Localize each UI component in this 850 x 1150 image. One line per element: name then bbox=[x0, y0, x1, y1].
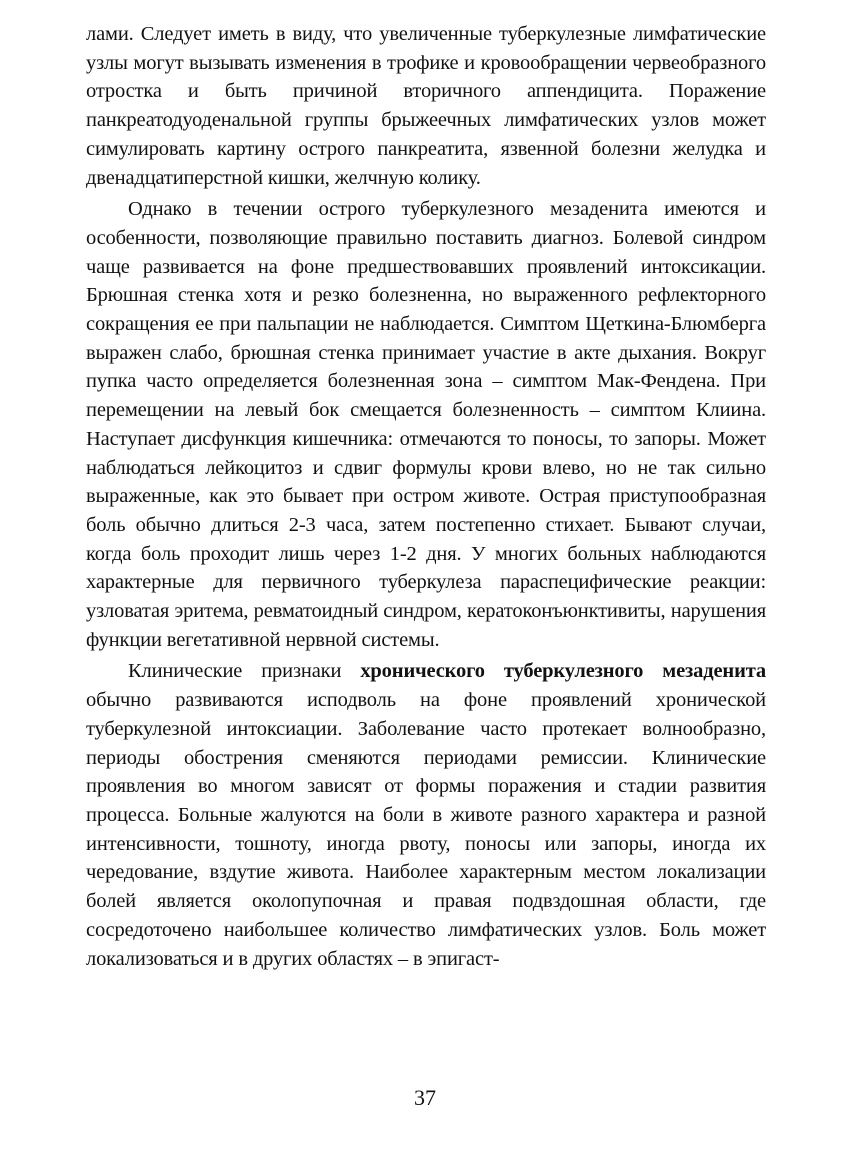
page-number: 37 bbox=[414, 1085, 436, 1110]
paragraph-acute-mesadenitis: Однако в течении острого туберкулезного мезаденита имеются и особенности, позволяющие правильно поставить диагноз. Болевой синдром чаще развивается на фоне предшествовавших проявлений интоксикации. Брюшная стенка хотя и резко болезненна, но выраженного рефлекторного сокращения ее при пальпации не наблюдается. Симптом Щеткина-Блюмберга выражен слабо, брюшная стенка принимает участие в акте дыхания. Вокруг пупка часто определяется болезненная зона – симптом Мак-Фендена. При перемещении на левый бок смещается болезненность – симптом Клиина. Наступает дисфункция кишечника: отмечаются то поносы, то запоры. Может наблюдаться лейкоцитоз и сдвиг формулы крови влево, но не так сильно выраженные, как это бывает при остром животе. Острая приступообразная боль обычно длиться 2-3 часа, затем постепенно стихает. Бывают случаи, когда боль проходит лишь через 1-2 дня. У многих больных наблюдаются характерные для первичного туберкулеза параспецифические реакции: узловатая эритема, ревматоидный синдром, кератоконъюнктивиты, нарушения функции вегетативной нервной системы. bbox=[86, 198, 766, 651]
paragraph-body-text: обычно развиваются исподволь на фоне проявлений хронической туберкулезной интоксиации. Заболевание часто протекает волнообразно, периоды обострения сменяются периодами ремиссии. Клинические проявления во многом зависят от формы поражения и стадии развития процесса. Больные жалуются на боли в животе разного характера и разной интенсивности, тошноту, иногда рвоту, поносы или запоры, иногда их чередование, вздутие живота. Наиболее характерным местом локализации болей является околопупочная и правая подвздошная области, где сосредоточено наибольшее количество лимфатических узлов. Боль может локализоваться и в других областях – в эпигаст- bbox=[86, 689, 766, 970]
bold-term: хронического туберкулезного мезаденита bbox=[360, 660, 766, 683]
paragraph-lead-text: Клинические признаки bbox=[128, 660, 361, 683]
paragraph-continuation: лами. Следует иметь в виду, что увеличенные туберкулезные лимфатические узлы могут вызывать изменения в трофике и кровообращении червеобразного отростка и быть причиной вторичного аппендицита. Поражение панкреатодуоденальной группы брыжеечных лимфатических узлов может симулировать картину острого панкреатита, язвенной болезни желудка и двенадцатиперстной кишки, желчную колику. bbox=[86, 23, 766, 189]
page-body bbox=[86, 20, 766, 976]
paragraph-chronic-mesadenitis bbox=[86, 657, 766, 973]
